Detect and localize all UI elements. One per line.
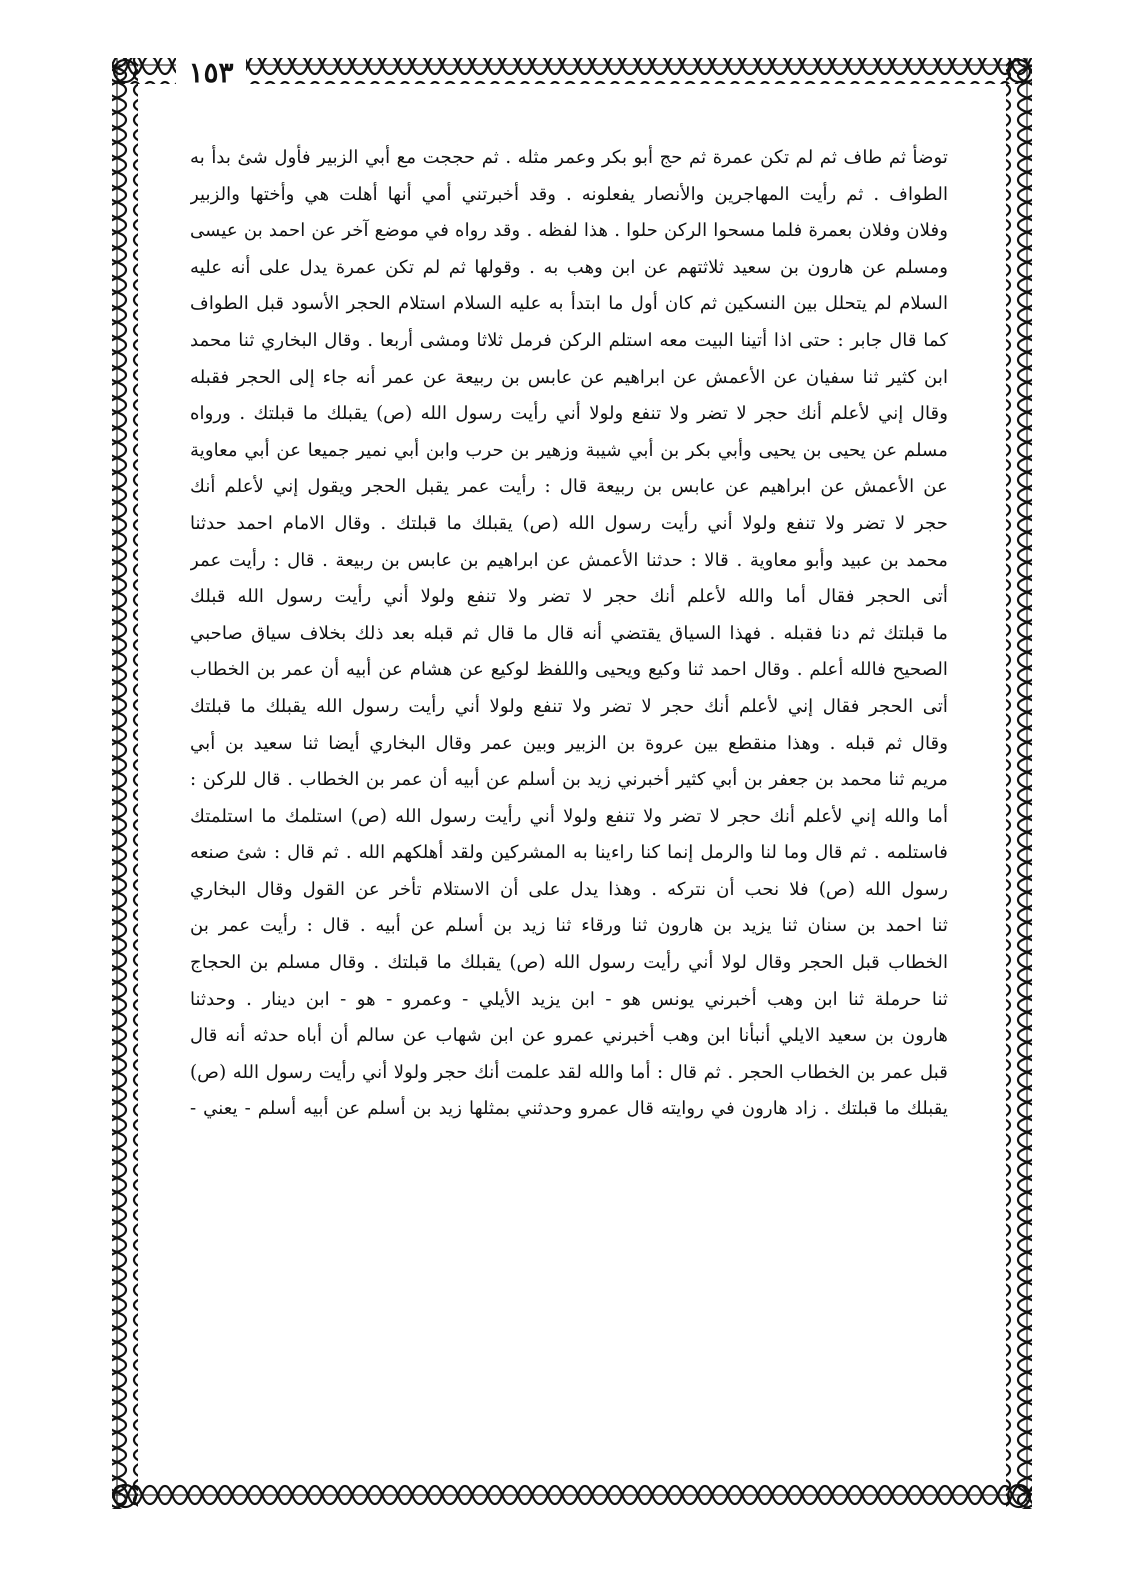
text-line: حجر لا تضر ولا تنفع ولولا أني رأيت رسول الله (ص) يقبلك ما قبلتك . وقال الامام احمد حدثنا: [190, 512, 948, 534]
text-line: فاستلمه . ثم قال وما لنا والرمل إنما كنا راءينا به المشركين ولقد أهلكهم الله . ثم قال : شئ صنعه: [190, 842, 948, 864]
text-line: ابن كثير ثنا سفيان عن الأعمش عن ابراهيم عن عابس بن ربيعة عن عمر أنه جاء إلى الحجر فقبله: [190, 366, 948, 388]
text-line: ثنا حرملة ثنا ابن وهب أخبرني يونس هو - ابن يزيد الأيلي - وعمرو - هو - ابن دينار . وحدثنا: [190, 988, 948, 1010]
text-line: أما والله إني لأعلم أنك حجر لا تضر ولا تنفع ولولا أني رأيت رسول الله (ص) استلمك ما استلمتك: [190, 805, 948, 827]
text-line: أتى الحجر فقال أما والله لأعلم أنك حجر لا تضر ولا تنفع ولولا أني رأيت رسول الله قبلك: [190, 586, 948, 608]
text-line: وقال إني لأعلم أنك حجر لا تضر ولا تنفع ولولا أني رأيت رسول الله (ص) يقبلك ما قبلتك . ورواه: [190, 403, 948, 425]
text-line: ما قبلتك ثم دنا فقبله . فهذا السياق يقتضي أنه قال ما قال ثم قبله بعد ذلك بخلاف سياق صاحبي: [190, 622, 948, 644]
text-line: محمد بن عبيد وأبو معاوية . قالا : حدثنا الأعمش عن ابراهيم بن عابس بن ربيعة . قال : رأيت عمر: [190, 549, 948, 571]
text-line: مريم ثنا محمد بن جعفر بن أبي كثير أخبرني زيد بن أسلم عن أبيه أن عمر بن الخطاب . قال للركن :: [190, 769, 948, 791]
text-line: الخطاب قبل الحجر وقال لولا أني رأيت رسول الله (ص) يقبلك ما قبلتك . وقال مسلم بن الحجاج: [190, 952, 948, 974]
text-line: هارون بن سعيد الايلي أنبأنا ابن وهب أخبرني عمرو عن ابن شهاب عن سالم أن أباه حدثه أنه قال: [190, 1025, 948, 1047]
text-line: مسلم عن يحيى بن يحيى وأبي بكر بن أبي شيبة وزهير بن حرب وابن أبي نمير جميعا عن أبي معاوية: [190, 439, 948, 461]
text-line: الصحيح فالله أعلم . وقال احمد ثنا وكيع ويحيى واللفظ لوكيع عن هشام عن أبيه أن عمر بن الخطاب: [190, 659, 948, 681]
text-line: عن الأعمش عن ابراهيم عن عابس بن ربيعة قال : رأيت عمر يقبل الحجر ويقول إني لأعلم أنك: [190, 476, 948, 498]
text-line: الطواف . ثم رأيت المهاجرين والأنصار يفعلونه . وقد أخبرتني أمي أنها أهلت هي وأختها والزبير: [190, 183, 948, 205]
text-line: كما قال جابر : حتى اذا أتينا البيت معه استلم الركن فرمل ثلاثا ومشى أربعا . وقال البخاري ثنا محمد: [190, 329, 948, 351]
text-line: توضأ ثم طاف ثم لم تكن عمرة ثم حج أبو بكر وعمر مثله . ثم حججت مع أبي الزبير فأول شئ بدأ به: [190, 147, 948, 168]
text-line: أتى الحجر فقال إني لأعلم أنك حجر لا تضر ولا تنفع ولولا أني رأيت رسول الله يقبلك ما قبلتك: [190, 695, 948, 717]
page-number: ١٥٣: [176, 56, 246, 90]
text-line: يقبلك ما قبلتك . زاد هارون في روايته قال عمرو وحدثني بمثلها زيد بن أسلم عن أبيه أسلم - يعني -: [190, 1098, 948, 1120]
text-line: وفلان وفلان بعمرة فلما مسحوا الركن حلوا . هذا لفظه . وقد رواه في موضع آخر عن احمد بن عيسى: [190, 220, 948, 242]
text-line: وقال ثم قبله . وهذا منقطع بين عروة بن الزبير وبين عمر وقال البخاري أيضا ثنا سعيد بن أبي: [190, 732, 948, 754]
text-line: السلام لم يتحلل بين النسكين ثم كان أول ما ابتدأ به عليه السلام استلام الحجر الأسود قبل الطواف: [190, 293, 948, 315]
text-line: ومسلم عن هارون بن سعيد ثلاثتهم عن ابن وهب به . وقولها ثم لم تكن عمرة يدل على أنه عليه: [190, 256, 948, 278]
text-line: ثنا احمد بن سنان ثنا يزيد بن هارون ثنا ورقاء ثنا زيد بن أسلم عن أبيه . قال : رأيت عمر بن: [190, 915, 948, 937]
body-text: [190, 140, 948, 1128]
text-line: قبل عمر بن الخطاب الحجر . ثم قال : أما والله لقد علمت أنك حجر ولولا أني رأيت رسول الله (ص): [190, 1061, 948, 1083]
text-line: رسول الله (ص) فلا نحب أن نتركه . وهذا يدل على أن الاستلام تأخر عن القول وقال البخاري: [190, 878, 948, 900]
